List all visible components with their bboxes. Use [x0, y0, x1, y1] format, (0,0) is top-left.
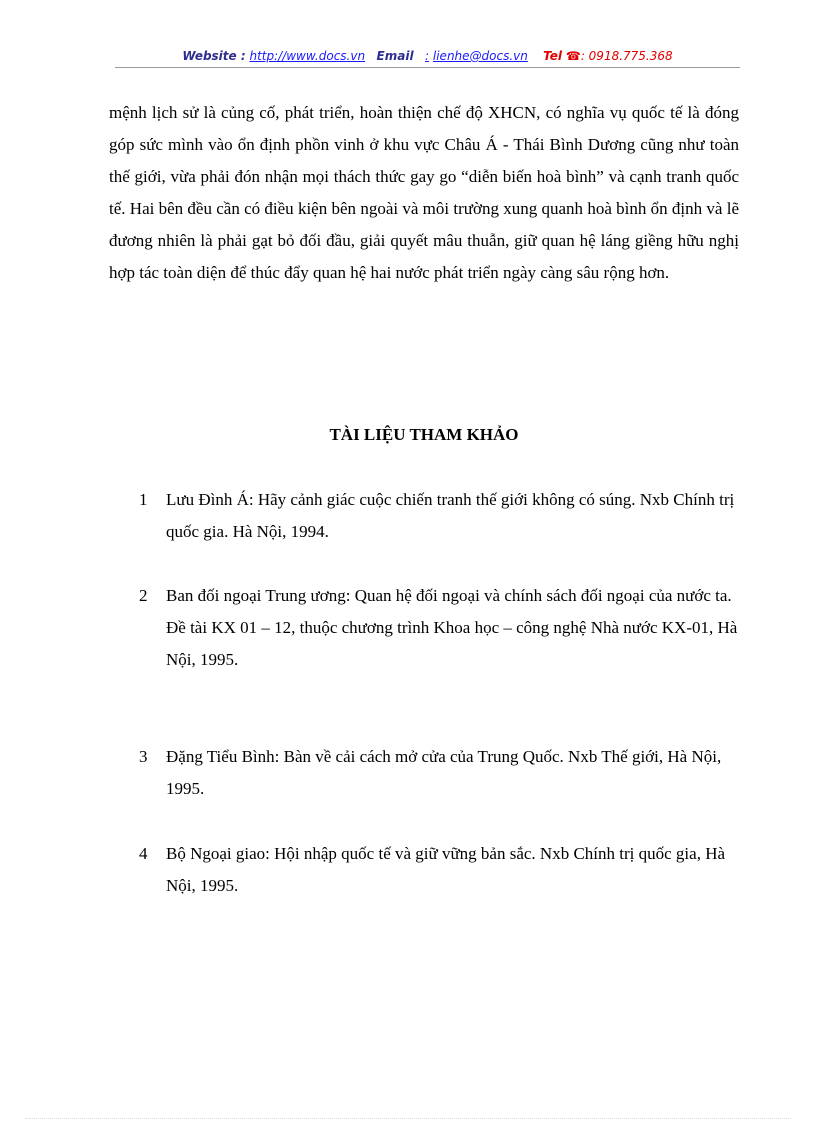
tel-label: Tel: [543, 49, 563, 63]
footer-divider: [25, 1118, 791, 1119]
email-separator: :: [425, 49, 430, 63]
website-label: Website :: [182, 49, 246, 63]
reference-number: 2: [139, 586, 148, 605]
website-link[interactable]: http://www.docs.vn: [249, 49, 366, 63]
reference-text: Lưu Đình Á: Hãy cảnh giác cuộc chiến tranh thế giới không có súng. Nxb Chính trị quốc gia. Hà Nội, 1994.: [166, 490, 735, 541]
body-paragraph: mệnh lịch sử là củng cố, phát triển, hoàn thiện chế độ XHCN, có nghĩa vụ quốc tế là đóng góp sức mình vào ổn định phồn vinh ở khu vực Châu Á - Thái Bình Dương cũng như toàn thế giới, vừa phải đón nhận mọi thách thức gay go “diễn biến hoà bình” và cạnh tranh quốc tế. Hai bên đều cần có điều kiện bên ngoài và môi trường xung quanh hoà bình ổn định và lẽ đương nhiên là phải gạt bỏ đối đầu, giải quyết mâu thuẫn, giữ quan hệ láng giềng hữu nghị hợp tác toàn diện để thúc đẩy quan hệ hai nước phát triển ngày càng sâu rộng hơn.: [109, 103, 739, 282]
page-header: [115, 47, 740, 65]
reference-number: 4: [139, 844, 148, 863]
tel-value: : 0918.775.368: [580, 49, 673, 63]
reference-item-2: [139, 580, 739, 676]
references-title: TÀI LIỆU THAM KHẢO: [329, 425, 519, 444]
reference-number: 3: [139, 747, 148, 766]
reference-number: 1: [139, 490, 148, 509]
telephone-icon: ☎: [565, 49, 581, 63]
header-divider: [115, 67, 740, 68]
reference-text: Ban đối ngoại Trung ương: Quan hệ đối ngoại và chính sách đối ngoại của nước ta. Đề tài KX 01 – 12, thuộc chương trình Khoa học – công nghệ Nhà nước KX-01, Hà Nội, 1995.: [166, 586, 738, 669]
reference-text: Đặng Tiểu Bình: Bàn về cải cách mở cửa của Trung Quốc. Nxb Thế giới, Hà Nội, 1995.: [166, 747, 722, 798]
email-label: Email: [376, 49, 414, 63]
reference-item-3: [139, 741, 739, 805]
reference-item-4: [139, 838, 739, 902]
email-link[interactable]: lienhe@docs.vn: [432, 49, 528, 63]
reference-item-1: [139, 484, 739, 548]
reference-text: Bộ Ngoại giao: Hội nhập quốc tế và giữ vững bản sắc. Nxb Chính trị quốc gia, Hà Nội, 1995.: [166, 844, 726, 895]
